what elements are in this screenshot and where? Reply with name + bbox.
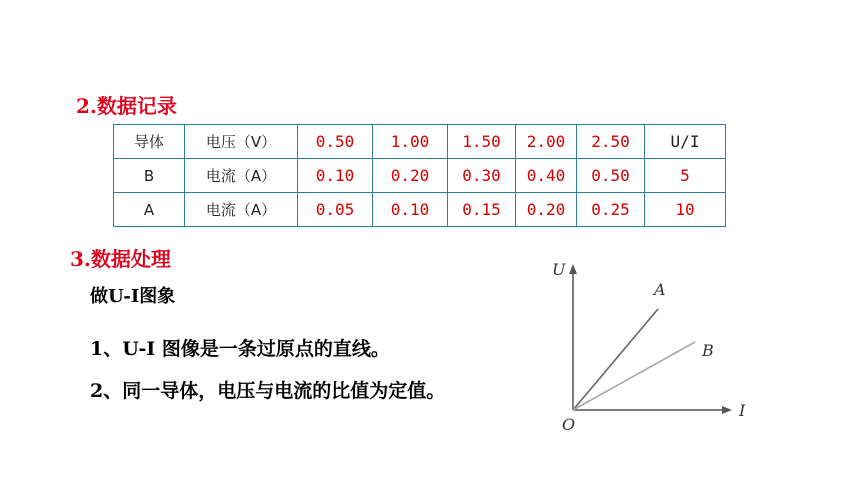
table-cell: 0.50 [577,159,645,193]
x-axis-arrow-icon [722,406,732,414]
table-row [114,125,726,159]
table-cell: 0.20 [516,193,577,227]
table-cell: 0.40 [516,159,577,193]
table-cell: 电流（A） [185,193,298,227]
origin-label: O [562,415,576,434]
table-cell: 0.25 [577,193,645,227]
u-i-graph [540,250,755,435]
table-cell: 0.05 [298,193,373,227]
table-cell: 2.50 [577,125,645,159]
table-cell: 电压（V） [185,125,298,159]
table-cell: 0.20 [373,159,448,193]
table-cell: 5 [645,159,726,193]
table-cell: 0.30 [448,159,516,193]
table-row [114,159,726,193]
table-cell: 0.50 [298,125,373,159]
table-cell: 0.15 [448,193,516,227]
table-cell: U/I [645,125,726,159]
table-row [114,193,726,227]
table-cell: 电流（A） [185,159,298,193]
table-cell: 1.50 [448,125,516,159]
table-cell: 2.00 [516,125,577,159]
table-cell: A [114,193,185,227]
x-axis-label: I [739,401,746,420]
line-a [573,309,658,410]
y-axis-label: U [552,260,566,279]
table-cell: 导体 [114,125,185,159]
table-cell: 10 [645,193,726,227]
data-table [113,124,726,227]
line-b [573,342,695,410]
table-cell: 0.10 [298,159,373,193]
subheading: 做U-I图象 [90,286,176,307]
section-heading-data-record: 2.数据记录 [76,94,177,118]
conclusion-1: 1、U-I 图像是一条过原点的直线。 [90,338,390,360]
table-cell: 1.00 [373,125,448,159]
line-a-label: A [654,280,666,299]
table-cell: 0.10 [373,193,448,227]
y-axis-arrow-icon [569,264,577,274]
table-cell: B [114,159,185,193]
line-b-label: B [702,341,714,360]
section-heading-data-process: 3.数据处理 [70,247,171,271]
conclusion-2: 2、同一导体，电压与电流的比值为定值。 [90,380,446,402]
